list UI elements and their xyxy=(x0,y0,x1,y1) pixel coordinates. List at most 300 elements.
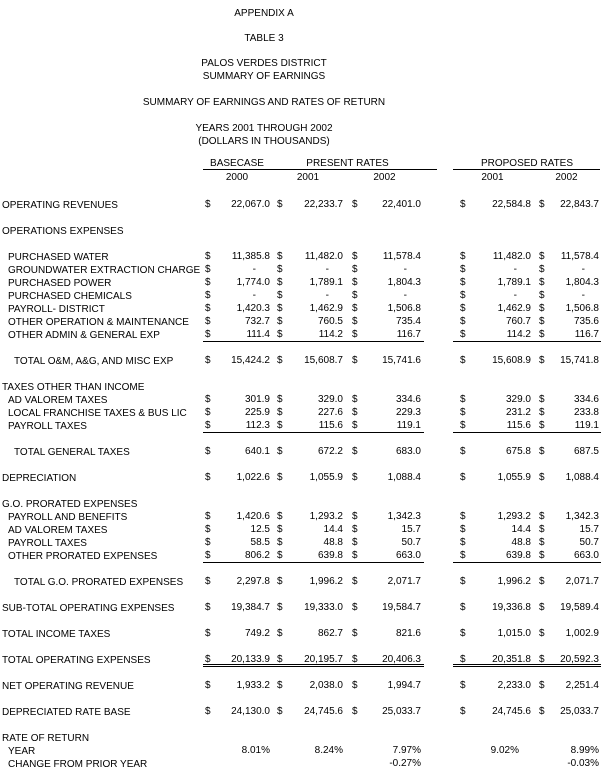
amount-cell xyxy=(345,472,424,485)
amount-cell xyxy=(453,290,532,303)
currency-symbol: $ xyxy=(205,628,211,639)
currency-symbol: $ xyxy=(205,550,211,561)
row-label xyxy=(0,667,203,680)
value-group-right xyxy=(453,524,601,537)
amount-cell xyxy=(532,628,601,641)
amount-cell xyxy=(345,537,424,550)
amount-value: 20,592.3 xyxy=(560,654,599,665)
amount-value: 1,506.8 xyxy=(565,303,599,314)
amount-cell xyxy=(271,199,345,212)
amount-cell xyxy=(345,602,424,615)
amount-value: 1,342.3 xyxy=(565,511,599,522)
amount-value: 19,384.7 xyxy=(231,602,270,613)
report-subtitle: SUMMARY OF EARNINGS xyxy=(202,71,326,82)
currency-symbol: $ xyxy=(539,264,545,275)
amount-value: 749.2 xyxy=(244,628,270,639)
amount-value: 115.6 xyxy=(506,420,531,431)
currency-symbol: $ xyxy=(352,628,358,639)
currency-symbol: $ xyxy=(277,355,283,366)
amount-cell xyxy=(271,602,345,615)
value-group-left xyxy=(203,706,424,719)
amount-value: - xyxy=(325,264,329,275)
amount-value: 48.8 xyxy=(511,537,531,548)
amount-value: 9.02% xyxy=(490,745,519,756)
currency-symbol: $ xyxy=(352,511,358,522)
currency-symbol: $ xyxy=(277,446,283,457)
value-group-left xyxy=(203,602,424,615)
amount-value: 1,015.0 xyxy=(497,628,531,639)
currency-symbol: $ xyxy=(460,251,466,262)
amount-cell xyxy=(345,576,424,589)
table-row xyxy=(0,316,601,329)
value-group-right xyxy=(453,537,601,550)
value-group-right xyxy=(453,394,601,407)
currency-symbol: $ xyxy=(460,602,466,613)
currency-symbol: $ xyxy=(205,199,211,210)
amount-cell xyxy=(453,524,532,537)
amount-value: 687.5 xyxy=(573,446,599,457)
amount-value: 8.24% xyxy=(314,745,343,756)
row-label: TOTAL OPERATING EXPENSES xyxy=(2,655,151,666)
currency-symbol: $ xyxy=(205,511,211,522)
currency-symbol: $ xyxy=(460,199,466,210)
value-group-left xyxy=(203,446,424,459)
amount-value: 640.1 xyxy=(244,446,270,457)
spacer-row xyxy=(0,238,601,251)
col-group-present-rates: PRESENT RATES xyxy=(306,158,389,169)
amount-cell xyxy=(532,316,601,329)
value-group-right xyxy=(453,329,601,342)
value-group-right xyxy=(453,550,601,563)
amount-value: 119.1 xyxy=(574,420,599,431)
amount-cell xyxy=(453,277,532,290)
amount-cell xyxy=(345,745,424,758)
amount-cell xyxy=(203,446,271,459)
amount-value: 11,385.8 xyxy=(231,251,270,262)
amount-cell xyxy=(203,199,271,212)
currency-symbol: $ xyxy=(205,680,211,691)
spacer-row xyxy=(0,641,601,654)
amount-cell xyxy=(345,290,424,303)
amount-value: 672.2 xyxy=(317,446,343,457)
currency-symbol: $ xyxy=(205,290,211,301)
currency-symbol: $ xyxy=(277,303,283,314)
currency-symbol: $ xyxy=(277,407,283,418)
amount-value: 732.7 xyxy=(244,316,270,327)
amount-cell xyxy=(271,706,345,719)
currency-symbol: $ xyxy=(277,654,283,665)
value-group-right xyxy=(453,316,601,329)
amount-cell xyxy=(532,472,601,485)
value-group-right xyxy=(453,628,601,641)
amount-cell xyxy=(271,316,345,329)
row-label: TOTAL G.O. PRORATED EXPENSES xyxy=(14,577,184,588)
amount-cell xyxy=(532,290,601,303)
amount-cell xyxy=(271,628,345,641)
amount-value: - xyxy=(252,264,256,275)
amount-value: - xyxy=(581,290,585,301)
amount-value: 329.0 xyxy=(505,394,531,405)
currency-symbol: $ xyxy=(205,407,211,418)
amount-cell xyxy=(203,277,271,290)
row-label: SUB-TOTAL OPERATING EXPENSES xyxy=(2,603,175,614)
currency-symbol: $ xyxy=(277,264,283,275)
units-note: (DOLLARS IN THOUSANDS) xyxy=(198,136,330,147)
amount-cell xyxy=(203,329,271,341)
amount-cell xyxy=(532,550,601,562)
amount-value: 735.6 xyxy=(573,316,599,327)
amount-cell xyxy=(271,537,345,550)
amount-cell xyxy=(532,446,601,459)
amount-value: 119.1 xyxy=(396,420,421,431)
amount-value: 1,002.9 xyxy=(565,628,599,639)
currency-symbol: $ xyxy=(277,251,283,262)
amount-value: 22,584.8 xyxy=(492,199,531,210)
amount-value: 20,133.9 xyxy=(231,654,270,665)
amount-value: 639.8 xyxy=(317,550,343,561)
amount-value: 114.2 xyxy=(506,329,531,340)
currency-symbol: $ xyxy=(539,199,545,210)
currency-symbol: $ xyxy=(539,290,545,301)
amount-cell xyxy=(453,329,532,341)
amount-value: - xyxy=(252,290,256,301)
amount-cell xyxy=(532,524,601,537)
amount-cell xyxy=(453,446,532,459)
years-range: YEARS 2001 THROUGH 2002 xyxy=(195,123,333,134)
amount-cell xyxy=(453,745,532,758)
row-label: LOCAL FRANCHISE TAXES & BUS LIC xyxy=(8,408,187,419)
table-row xyxy=(0,381,601,394)
amount-cell xyxy=(532,251,601,264)
amount-value: 22,067.0 xyxy=(231,199,270,210)
amount-value: 20,406.3 xyxy=(382,654,421,665)
row-label: OTHER PRORATED EXPENSES xyxy=(8,551,158,562)
amount-value: 1,055.9 xyxy=(497,472,531,483)
amount-cell xyxy=(203,758,271,771)
amount-cell xyxy=(345,199,424,212)
table-row xyxy=(0,199,601,212)
amount-cell xyxy=(453,537,532,550)
amount-value: 1,996.2 xyxy=(497,576,531,587)
currency-symbol: $ xyxy=(539,251,545,262)
amount-cell xyxy=(345,329,424,341)
value-group-right xyxy=(453,264,601,277)
spacer-row xyxy=(0,719,601,732)
amount-value: 12.5 xyxy=(250,524,270,535)
currency-symbol: $ xyxy=(205,524,211,535)
spacer-row xyxy=(0,433,601,446)
table-row xyxy=(0,394,601,407)
amount-value: 19,333.0 xyxy=(304,602,343,613)
row-label: PURCHASED WATER xyxy=(8,252,109,263)
table-number: TABLE 3 xyxy=(244,33,284,44)
currency-symbol: $ xyxy=(352,329,358,340)
table-row xyxy=(0,524,601,537)
value-group-left xyxy=(203,524,424,537)
row-label: TOTAL INCOME TAXES xyxy=(2,629,111,640)
row-label xyxy=(0,719,203,732)
amount-cell xyxy=(271,550,345,562)
amount-cell xyxy=(203,576,271,589)
table-row xyxy=(0,680,601,693)
row-label xyxy=(0,589,203,602)
amount-value: 1,342.3 xyxy=(387,511,421,522)
amount-cell xyxy=(453,199,532,212)
table-row xyxy=(0,537,601,550)
currency-symbol: $ xyxy=(460,290,466,301)
amount-value: 735.4 xyxy=(395,316,421,327)
amount-cell xyxy=(203,316,271,329)
currency-symbol: $ xyxy=(205,706,211,717)
amount-value: 683.0 xyxy=(395,446,421,457)
currency-symbol: $ xyxy=(460,472,466,483)
currency-symbol: $ xyxy=(277,680,283,691)
amount-cell xyxy=(532,706,601,719)
row-label xyxy=(0,641,203,654)
currency-symbol: $ xyxy=(277,277,283,288)
row-label xyxy=(0,238,203,251)
currency-symbol: $ xyxy=(460,550,466,561)
amount-cell xyxy=(271,680,345,693)
amount-cell xyxy=(345,511,424,524)
amount-cell xyxy=(345,251,424,264)
table-row xyxy=(0,654,601,667)
amount-cell xyxy=(203,680,271,693)
row-label xyxy=(0,485,203,498)
amount-value: 821.6 xyxy=(395,628,421,639)
amount-cell xyxy=(453,251,532,264)
currency-symbol: $ xyxy=(352,290,358,301)
amount-cell xyxy=(203,654,271,664)
value-group-left xyxy=(203,277,424,290)
amount-cell xyxy=(271,407,345,420)
amount-value: 663.0 xyxy=(573,550,599,561)
amount-cell xyxy=(203,472,271,485)
table-row xyxy=(0,498,601,511)
row-label: PAYROLL TAXES xyxy=(8,538,87,549)
currency-symbol: $ xyxy=(352,251,358,262)
amount-value: 233.8 xyxy=(573,407,599,418)
row-label xyxy=(0,433,203,446)
amount-value: 2,038.0 xyxy=(309,680,343,691)
currency-symbol: $ xyxy=(205,316,211,327)
amount-value: 114.2 xyxy=(318,329,343,340)
amount-value: 760.5 xyxy=(317,316,343,327)
amount-value: 22,843.7 xyxy=(560,199,599,210)
amount-value: 19,584.7 xyxy=(382,602,421,613)
amount-cell xyxy=(453,628,532,641)
row-label: AD VALOREM TAXES xyxy=(8,395,108,406)
amount-cell xyxy=(453,355,532,368)
amount-value: 19,589.4 xyxy=(560,602,599,613)
amount-value: 19,336.8 xyxy=(492,602,531,613)
amount-value: - xyxy=(581,264,585,275)
currency-symbol: $ xyxy=(460,537,466,548)
currency-symbol: $ xyxy=(277,316,283,327)
row-label xyxy=(0,615,203,628)
currency-symbol: $ xyxy=(352,706,358,717)
currency-symbol: $ xyxy=(277,602,283,613)
value-group-left xyxy=(203,550,424,563)
amount-cell xyxy=(345,550,424,562)
amount-value: 15,608.9 xyxy=(492,355,531,366)
amount-value: -0.27% xyxy=(389,758,421,769)
table-row xyxy=(0,758,601,771)
currency-symbol: $ xyxy=(460,446,466,457)
table-row xyxy=(0,407,601,420)
amount-cell xyxy=(271,524,345,537)
currency-symbol: $ xyxy=(352,394,358,405)
currency-symbol: $ xyxy=(205,472,211,483)
amount-cell xyxy=(453,316,532,329)
table-row xyxy=(0,290,601,303)
value-group-right xyxy=(453,680,601,693)
district-name: PALOS VERDES DISTRICT xyxy=(201,58,327,69)
amount-value: -0.03% xyxy=(567,758,599,769)
amount-cell xyxy=(453,394,532,407)
row-label: AD VALOREM TAXES xyxy=(8,525,108,536)
currency-symbol: $ xyxy=(205,420,211,431)
amount-cell xyxy=(532,303,601,316)
amount-value: 1,293.2 xyxy=(497,511,531,522)
amount-value: 1,933.2 xyxy=(236,680,270,691)
currency-symbol: $ xyxy=(352,472,358,483)
amount-cell xyxy=(532,407,601,420)
amount-cell xyxy=(453,706,532,719)
amount-value: 1,420.6 xyxy=(236,511,270,522)
currency-symbol: $ xyxy=(352,576,358,587)
amount-value: 229.3 xyxy=(395,407,421,418)
spacer-row xyxy=(0,563,601,576)
amount-cell xyxy=(345,524,424,537)
table-row xyxy=(0,472,601,485)
row-label: PAYROLL AND BENEFITS xyxy=(8,512,128,523)
currency-symbol: $ xyxy=(539,316,545,327)
value-group-right xyxy=(453,290,601,303)
currency-symbol: $ xyxy=(539,511,545,522)
table-row xyxy=(0,446,601,459)
value-group-right xyxy=(453,420,601,433)
amount-cell xyxy=(453,511,532,524)
row-label: RATE OF RETURN xyxy=(2,733,90,744)
amount-cell xyxy=(345,758,424,771)
currency-symbol: $ xyxy=(460,303,466,314)
currency-symbol: $ xyxy=(460,420,466,431)
amount-cell xyxy=(345,303,424,316)
amount-cell xyxy=(203,537,271,550)
amount-cell xyxy=(203,524,271,537)
currency-symbol: $ xyxy=(460,264,466,275)
amount-value: 50.7 xyxy=(401,537,421,548)
amount-cell xyxy=(532,576,601,589)
currency-symbol: $ xyxy=(205,329,211,340)
amount-value: 2,297.8 xyxy=(236,576,270,587)
table-row xyxy=(0,303,601,316)
amount-value: 20,195.7 xyxy=(304,654,343,665)
currency-symbol: $ xyxy=(352,264,358,275)
value-group-right xyxy=(453,758,601,771)
currency-symbol: $ xyxy=(352,355,358,366)
currency-symbol: $ xyxy=(277,524,283,535)
amount-cell xyxy=(453,303,532,316)
amount-cell xyxy=(532,199,601,212)
amount-cell xyxy=(271,264,345,277)
amount-value: 11,482.0 xyxy=(492,251,531,262)
row-label: G.O. PRORATED EXPENSES xyxy=(2,499,138,510)
value-group-left xyxy=(203,628,424,641)
currency-symbol: $ xyxy=(539,394,545,405)
amount-cell xyxy=(203,420,271,432)
amount-cell xyxy=(271,290,345,303)
amount-value: 1,506.8 xyxy=(387,303,421,314)
value-group-left xyxy=(203,329,424,342)
amount-cell xyxy=(203,628,271,641)
currency-symbol: $ xyxy=(460,654,466,665)
amount-cell xyxy=(271,277,345,290)
amount-value: - xyxy=(325,290,329,301)
currency-symbol: $ xyxy=(539,680,545,691)
amount-value: 15,741.6 xyxy=(382,355,421,366)
amount-cell xyxy=(271,745,345,758)
spacer-row xyxy=(0,459,601,472)
currency-symbol: $ xyxy=(352,303,358,314)
row-label: PURCHASED CHEMICALS xyxy=(8,291,132,302)
amount-value: 334.6 xyxy=(573,394,599,405)
amount-value: 22,233.7 xyxy=(304,199,343,210)
amount-cell xyxy=(271,303,345,316)
amount-cell xyxy=(532,355,601,368)
amount-cell xyxy=(532,654,601,664)
currency-symbol: $ xyxy=(352,537,358,548)
amount-value: 112.3 xyxy=(245,420,270,431)
currency-symbol: $ xyxy=(352,602,358,613)
amount-value: 15.7 xyxy=(401,524,421,535)
currency-symbol: $ xyxy=(539,654,545,665)
amount-value: 24,745.6 xyxy=(304,706,343,717)
currency-symbol: $ xyxy=(205,602,211,613)
table-row xyxy=(0,732,601,745)
amount-cell xyxy=(532,745,601,758)
amount-cell xyxy=(203,602,271,615)
table-row xyxy=(0,550,601,563)
currency-symbol: $ xyxy=(460,524,466,535)
amount-cell xyxy=(271,654,345,664)
currency-symbol: $ xyxy=(460,628,466,639)
currency-symbol: $ xyxy=(352,446,358,457)
col-group-basecase: BASECASE xyxy=(210,158,264,169)
currency-symbol: $ xyxy=(539,628,545,639)
currency-symbol: $ xyxy=(205,654,211,665)
currency-symbol: $ xyxy=(539,602,545,613)
amount-cell xyxy=(453,472,532,485)
amount-cell xyxy=(532,537,601,550)
row-label xyxy=(0,212,203,225)
table-row xyxy=(0,225,601,238)
amount-value: - xyxy=(513,290,517,301)
table-row xyxy=(0,745,601,758)
currency-symbol: $ xyxy=(460,394,466,405)
amount-value: 1,022.6 xyxy=(236,472,270,483)
amount-cell xyxy=(453,576,532,589)
amount-cell xyxy=(532,602,601,615)
amount-value: 1,789.1 xyxy=(497,277,531,288)
amount-value: 8.99% xyxy=(570,745,599,756)
amount-value: 116.7 xyxy=(574,329,599,340)
currency-symbol: $ xyxy=(352,654,358,665)
currency-symbol: $ xyxy=(352,199,358,210)
currency-symbol: $ xyxy=(352,550,358,561)
currency-symbol: $ xyxy=(352,680,358,691)
